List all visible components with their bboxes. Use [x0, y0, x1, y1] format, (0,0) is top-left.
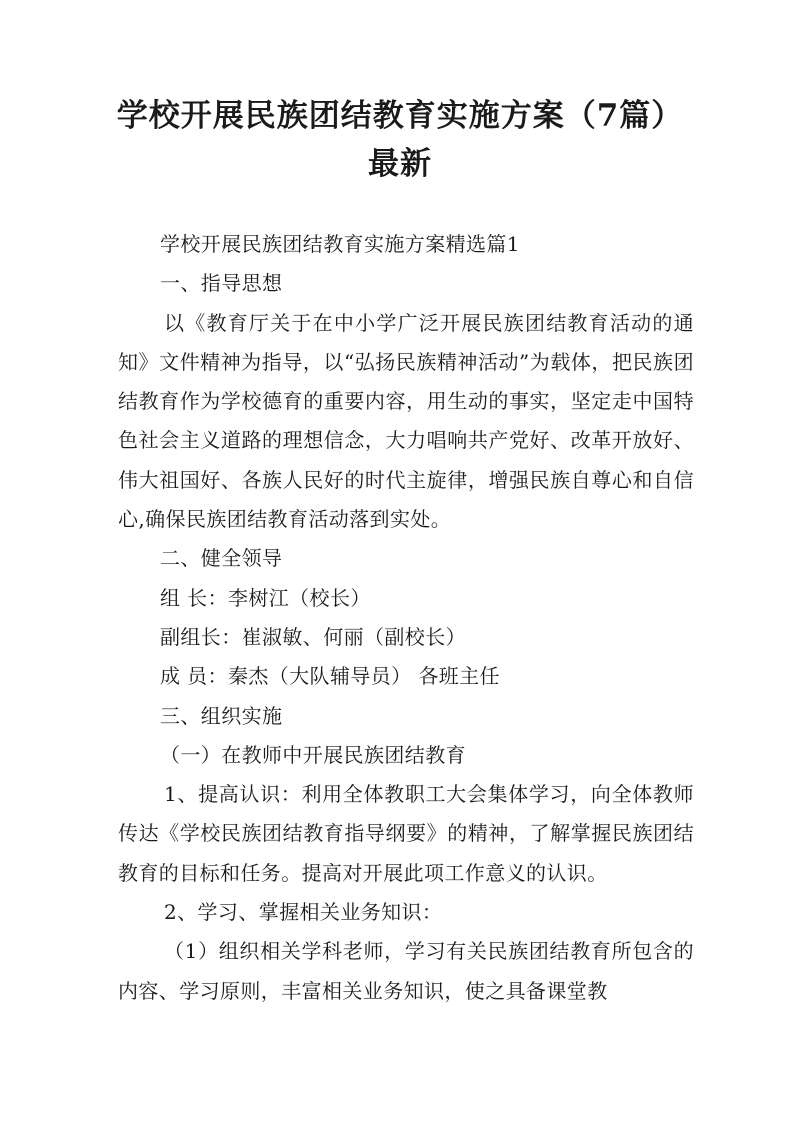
document-body: [118, 225, 694, 1011]
document-title: 学校开展民族团结教育实施方案（7篇）最新: [116, 98, 684, 182]
section-heading: 一、指导思想: [160, 271, 283, 296]
member-line: 副组长：崔淑敏、何丽（副校长）: [160, 624, 466, 649]
member-line: 组 长：李树江（校长）: [160, 585, 371, 610]
section-heading: 二、健全领导: [160, 546, 283, 571]
body-paragraph: 1、提高认识：利用全体教职工大会集体学习，向全体教师传达《学校民族团结教育指导纲要》的精神，了解掌握民族团结教育的目标和任务。提高对开展此项工作意义的认识。: [118, 782, 694, 885]
subsection-heading: （一）在教师中开展民族团结教育: [160, 742, 466, 767]
subtitle-paragraph: 学校开展民族团结教育实施方案精选篇1: [160, 232, 520, 256]
section-heading: 三、组织实施: [160, 703, 283, 728]
list-item: 2、学习、掌握相关业务知识：: [164, 900, 443, 925]
body-paragraph: （1）组织相关学科老师，学习有关民族团结教育所包含的内容、学习原则，丰富相关业务知识，使之具备课堂教: [118, 939, 694, 1003]
body-paragraph: 以《教育厅关于在中小学广泛开展民族团结教育活动的通知》文件精神为指导，以“弘扬民族精神活动”为载体，把民族团结教育作为学校德育的重要内容，用生动的事实，坚定走中国特色社会主义道路的理想信念，大力唱响共产党好、改革开放好、伟大祖国好、各族人民好的时代主旋律，增强民族自尊心和自信心,确保民族团结教育活动落到实处。: [118, 310, 694, 532]
member-line: 成 员：秦杰（大队辅导员） 各班主任: [160, 664, 500, 689]
